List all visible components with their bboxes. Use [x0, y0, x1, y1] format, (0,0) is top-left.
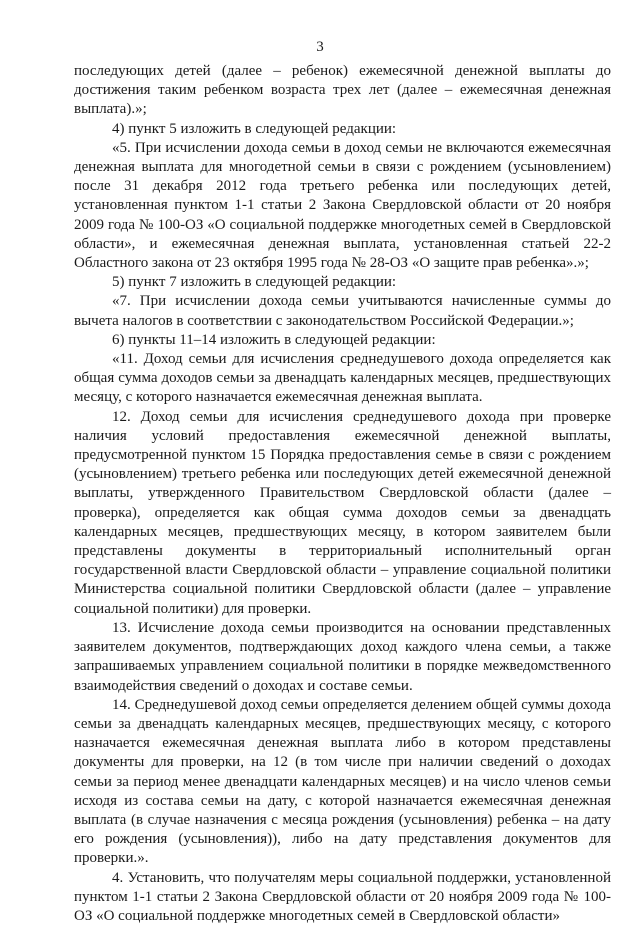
paragraph-section-4: 4. Установить, что получателям меры социальной поддержки, установленной пунктом 1-1 статьи 2 Закона Свердловской области от 20 ноября 2009 года № 100-ОЗ «О социальной поддержке многодетных семей в Свердловской области»: [74, 869, 611, 924]
paragraph-clause-13: 13. Исчисление дохода семьи производится на основании представленных заявителем документов, подтверждающих доход каждого члена семьи, а также запрашиваемых управлением социальной политики в порядке межведомственного взаимодействия сведений о доходах и составе семьи.: [74, 619, 611, 694]
paragraph-item-6: 6) пункты 11–14 изложить в следующей редакции:: [112, 331, 436, 348]
page-number: 3: [316, 39, 324, 55]
paragraph-item-4: 4) пункт 5 изложить в следующей редакции:: [112, 120, 397, 137]
paragraph-item-5: 5) пункт 7 изложить в следующей редакции:: [112, 274, 397, 291]
document-body: [74, 62, 611, 926]
paragraph-clause-7: «7. При исчислении дохода семьи учитываются начисленные суммы до вычета налогов в соответствии с законодательством Российской Федерации.»;: [74, 293, 611, 329]
paragraph-continuation: последующих детей (далее – ребенок) ежемесячной денежной выплаты до достижения таким ребенком возраста трех лет (далее – ежемесячная денежная выплата).»;: [74, 63, 611, 118]
paragraph-clause-12: 12. Доход семьи для исчисления среднедушевого дохода при проверке наличия условий предоставления ежемесячной денежной выплаты, предусмотренной пунктом 15 Порядка предоставления семье в связи с рождением (усыновлением) третьего ребенка или последующих детей ежемесячной денежной выплаты, утвержденного Правительством Свердловской области (далее – проверка), определяется как общая сумма доходов семьи за двенадцать календарных месяцев, предшествующих месяцу, в котором заявителем были представлены документы в территориальный исполнительный орган государственной власти Свердловской области – управление социальной политики Министерства социальной политики Свердловской области (далее – управление социальной политики) для проверки.: [74, 408, 611, 617]
paragraph-clause-5: «5. При исчислении дохода семьи в доход семьи не включаются ежемесячная денежная выплата для многодетной семьи в связи с рождением (усыновлением) после 31 декабря 2012 года третьего ребенка или последующих детей, установленная пунктом 1-1 статьи 2 Закона Свердловской области от 20 ноября 2009 года № 100-ОЗ «О социальной поддержке многодетных семей в Свердловской области», и ежемесячная денежная выплата, установленная статьей 22-2 Областного закона от 23 октября 1995 года № 28-ОЗ «О защите прав ребенка».»;: [74, 139, 611, 272]
paragraph-clause-11: «11. Доход семьи для исчисления среднедушевого дохода определяется как общая сумма доходов семьи за двенадцать календарных месяцев, предшествующих месяцу, с которого назначается ежемесячная денежная выплата.: [74, 351, 611, 406]
paragraph-clause-14: 14. Среднедушевой доход семьи определяется делением общей суммы дохода семьи за двенадцать календарных месяцев, предшествующих месяцу, с которого назначается ежемесячная денежная выплата либо в котором представлены документы для проверки, на 12 (в том числе при наличии сведений о доходах семьи за период менее двенадцати календарных месяцев) и на число членов семьи исходя из состава семьи на дату, с которой назначается ежемесячная денежная выплата (в случае назначения с месяца рождения (усыновления) ребенка – на дату его рождения (усыновления)), либо на дату представления документов для проверки.».: [74, 696, 611, 867]
